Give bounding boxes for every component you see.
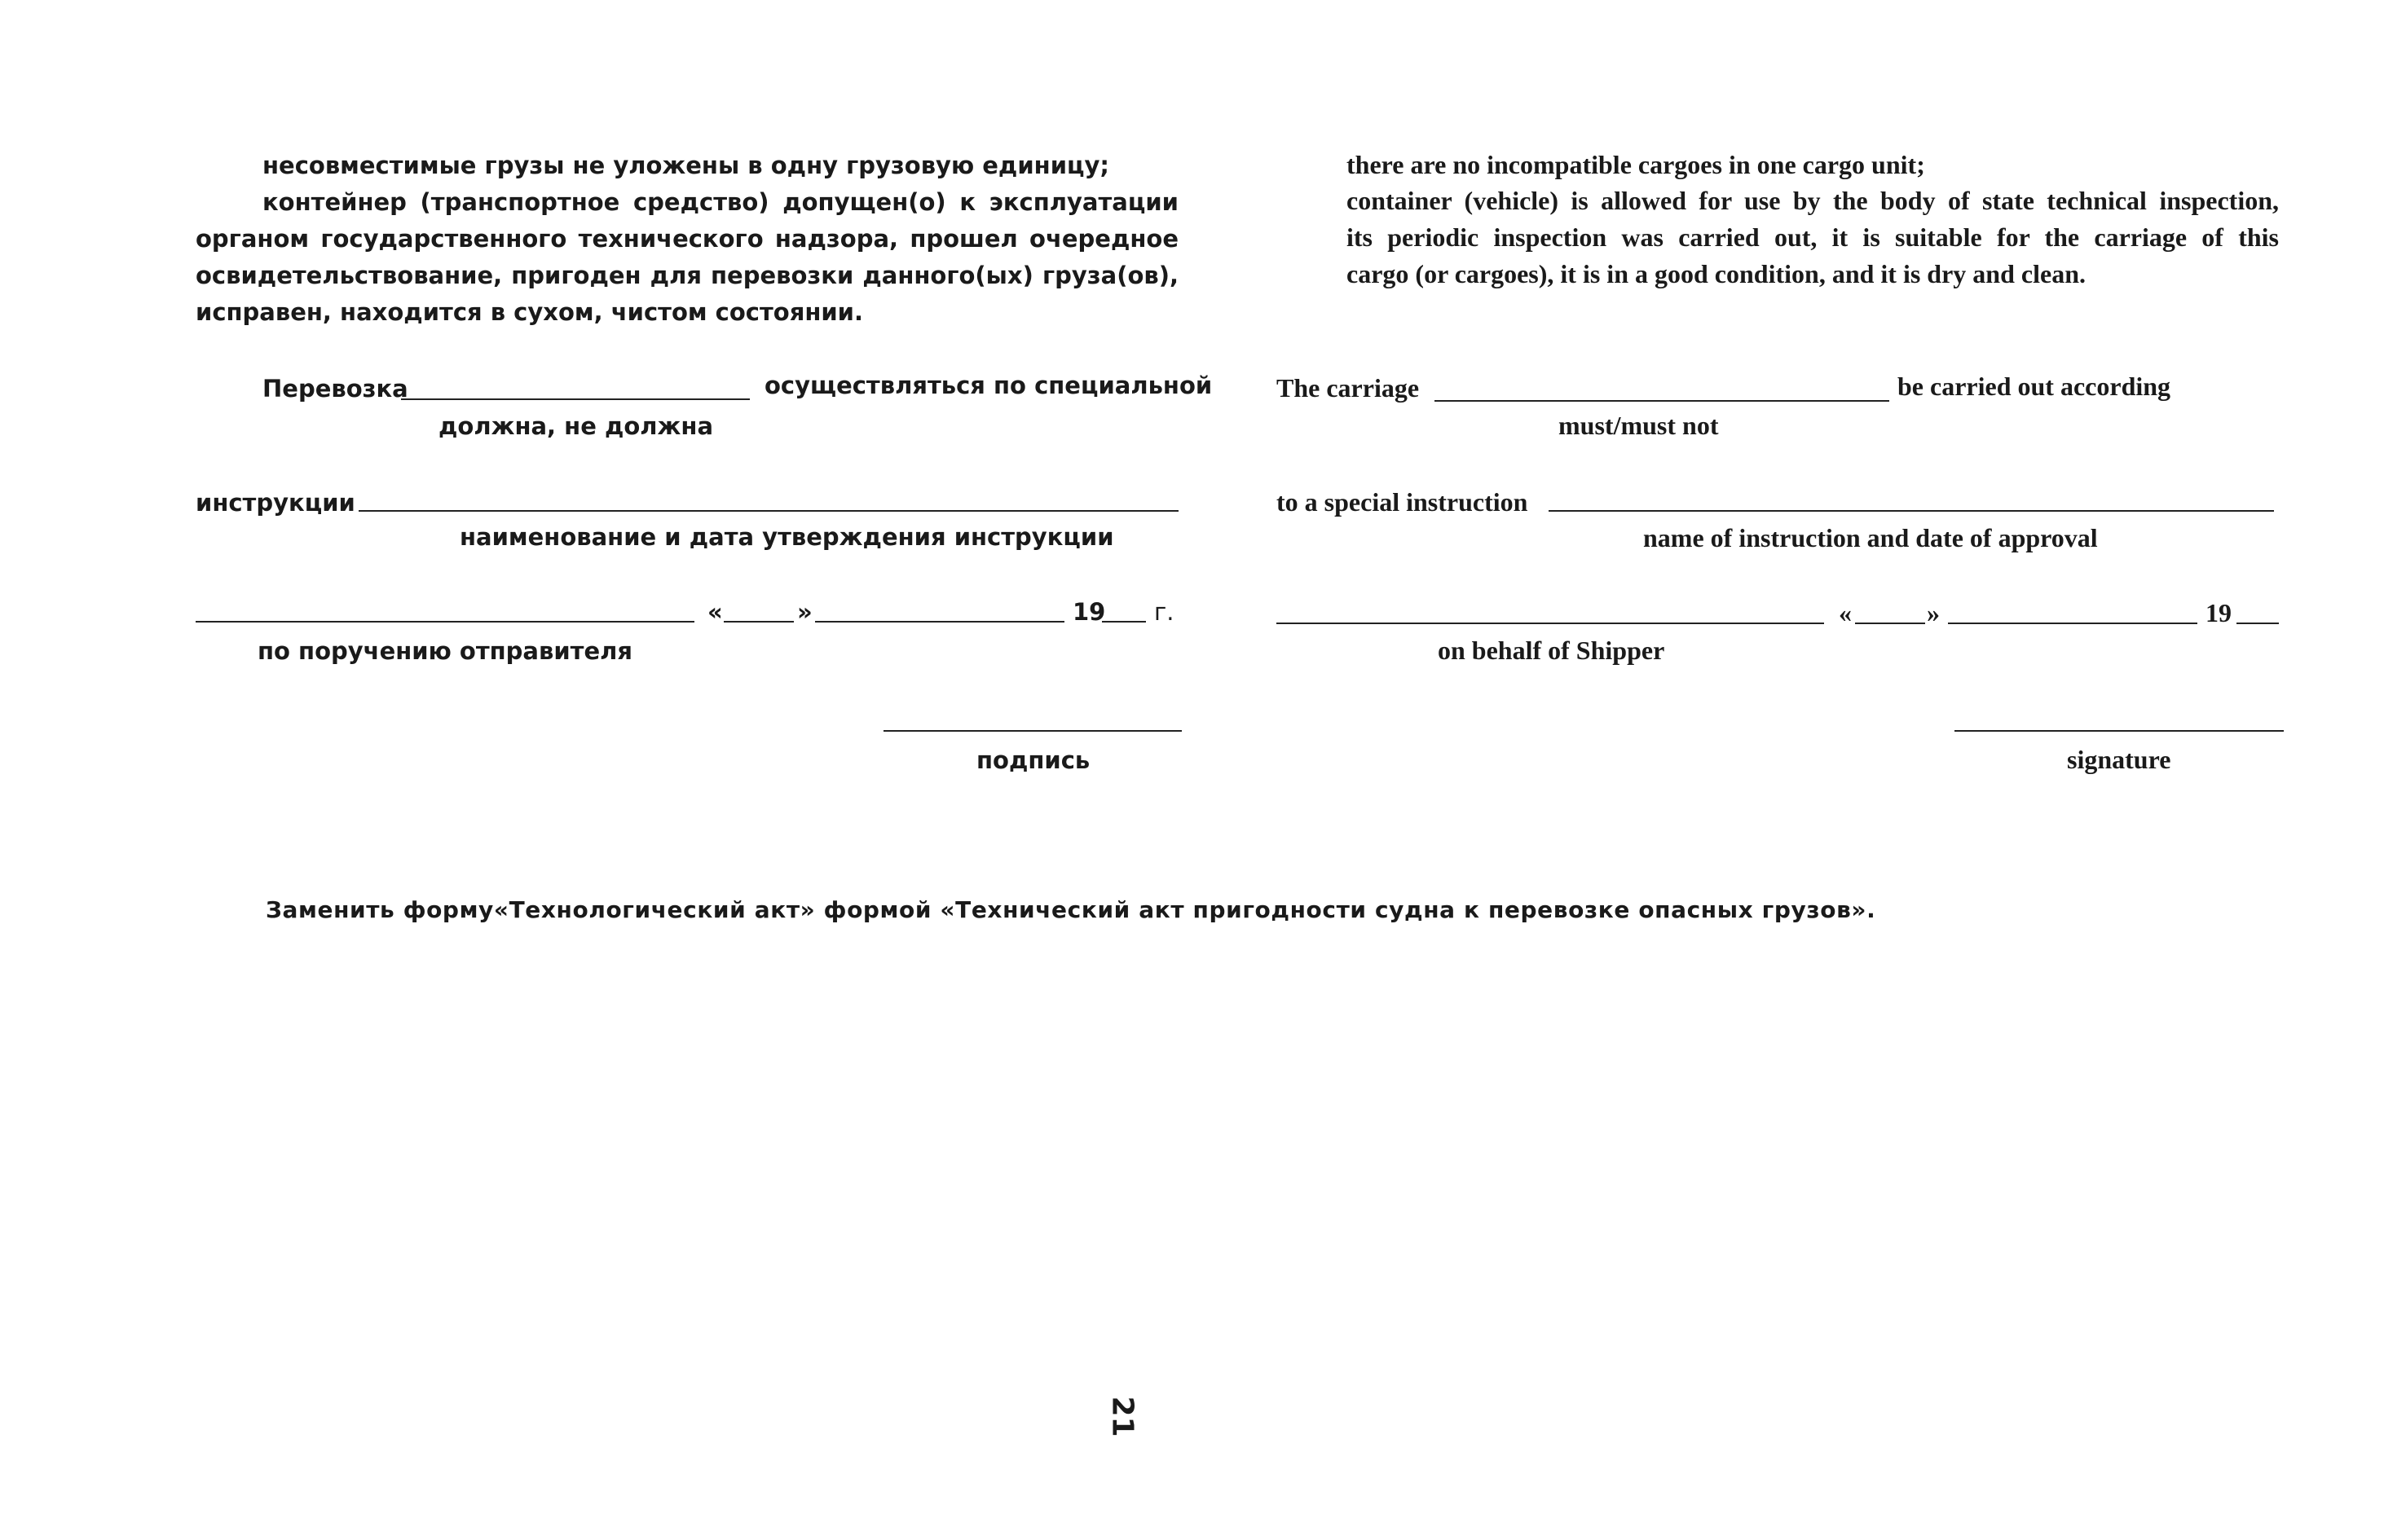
en-carriage-continuation: be carried out according	[1897, 372, 2171, 401]
amendment-note: Заменить форму«Технологический акт» формой «Технический акт пригодности судна к перевозке опасных грузов».	[266, 896, 1876, 923]
ru-instruction-blank[interactable]	[359, 510, 1179, 512]
ru-signature-label: подпись	[976, 746, 1091, 774]
en-on-behalf-label: on behalf of Shipper	[1438, 636, 1665, 665]
ru-instruction-hint: наименование и дата утверждения инструкции	[460, 523, 1114, 551]
page-number	[1106, 1396, 1139, 1437]
en-signature-blank[interactable]	[1954, 730, 2284, 732]
en-paragraph-1: there are no incompatible cargoes in one cargo unit;	[1346, 150, 1925, 179]
en-carriage-hint: must/must not	[1558, 411, 1719, 440]
ru-month-blank[interactable]	[815, 621, 1064, 623]
en-carriage-label: The carriage	[1276, 373, 1420, 403]
en-instruction-hint: name of instruction and date of approval	[1643, 523, 2098, 552]
ru-signature-blank[interactable]	[884, 730, 1182, 732]
en-quote-open: «	[1839, 598, 1852, 627]
ru-year-blank[interactable]	[1102, 621, 1146, 623]
ru-carriage-label: Перевозка	[262, 375, 408, 403]
en-signature-label: signature	[2067, 745, 2171, 774]
ru-paragraph-2-line-1: контейнер (транспортное средство) допущен(о) к эксплуатации	[262, 188, 1179, 216]
ru-paragraph-2-line-4: исправен, находится в сухом, чистом состоянии.	[196, 298, 864, 326]
en-shipper-blank[interactable]	[1276, 623, 1824, 624]
en-month-blank[interactable]	[1948, 623, 2197, 624]
en-carriage-blank[interactable]	[1434, 400, 1889, 402]
en-paragraph-2-line-2: its periodic inspection was carried out, it is suitable for the carriage of this	[1346, 222, 2279, 252]
ru-paragraph-2-line-3: освидетельствование, пригоден для перевозки данного(ых) груза(ов),	[196, 262, 1179, 289]
ru-carriage-continuation: осуществляться по специальной	[765, 372, 1213, 399]
en-quote-close: »	[1927, 598, 1940, 627]
en-year-blank[interactable]	[2236, 623, 2279, 624]
en-paragraph-2-line-3: cargo (or cargoes), it is in a good condition, and it is dry and clean.	[1346, 259, 2086, 288]
ru-carriage-hint: должна, не должна	[438, 412, 714, 440]
en-instruction-blank[interactable]	[1549, 510, 2274, 512]
ru-quote-close: »	[797, 598, 813, 626]
ru-instruction-label: инструкции	[196, 489, 355, 517]
ru-quote-open: «	[707, 598, 723, 626]
ru-paragraph-1: несовместимые грузы не уложены в одну грузовую единицу;	[262, 152, 1110, 179]
ru-shipper-blank[interactable]	[196, 621, 694, 623]
page-number-text: 21	[1105, 1396, 1139, 1437]
ru-carriage-blank[interactable]	[401, 398, 750, 400]
en-instruction-label: to a special instruction	[1276, 487, 1528, 517]
ru-day-blank[interactable]	[724, 621, 794, 623]
en-day-blank[interactable]	[1855, 623, 1925, 624]
ru-paragraph-2-line-2: органом государственного технического надзора, прошел очередное	[196, 225, 1179, 253]
ru-year-prefix: 19	[1073, 598, 1106, 626]
en-year-prefix: 19	[2206, 598, 2232, 627]
en-paragraph-2-line-1: container (vehicle) is allowed for use by the body of state technical inspection,	[1346, 186, 2279, 215]
ru-on-behalf-label: по поручению отправителя	[258, 637, 633, 665]
ru-year-suffix: г.	[1154, 598, 1174, 626]
